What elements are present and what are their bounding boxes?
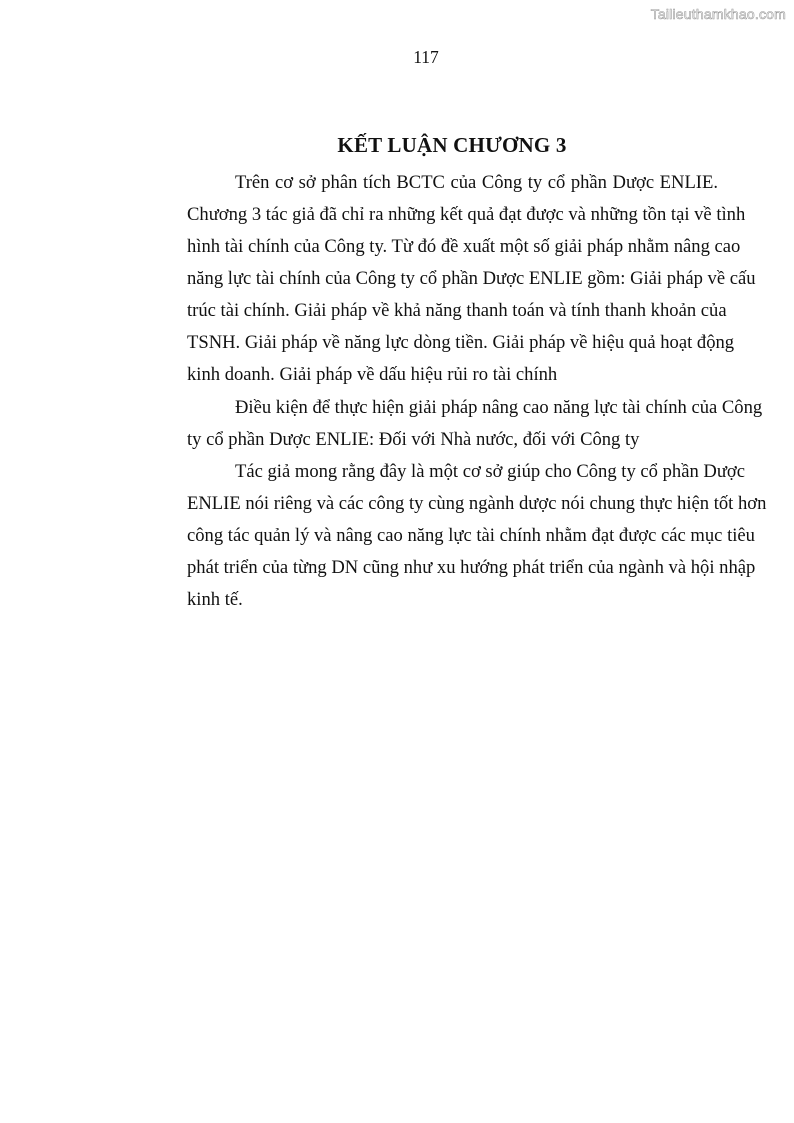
paragraph-line: kinh tế.: [187, 589, 243, 610]
paragraph-line: Chương 3 tác giả đã chỉ ra những kết quả đạt được và những tồn tại về tình: [187, 204, 746, 225]
paragraph-line: năng lực tài chính của Công ty cổ phần Dược ENLIE gồm: Giải pháp về cấu: [187, 268, 756, 289]
paragraph-line: trúc tài chính. Giải pháp về khả năng thanh toán và tính thanh khoản của: [187, 300, 727, 321]
paragraph-line: phát triển của từng DN cũng như xu hướng phát triển của ngành và hội nhập: [187, 557, 756, 578]
paragraph-line: Điều kiện để thực hiện giải pháp nâng cao năng lực tài chính của Công: [235, 397, 763, 418]
paragraph-line: TSNH. Giải pháp về năng lực dòng tiền. Giải pháp về hiệu quả hoạt động: [187, 332, 735, 353]
paragraph-line: ENLIE nói riêng và các công ty cùng ngành dược nói chung thực hiện tốt hơn: [187, 493, 767, 514]
page-title: KẾT LUẬN CHƯƠNG 3: [337, 133, 567, 157]
paragraph-line: Trên cơ sở phân tích BCTC của Công ty cổ phần Dược ENLIE.: [235, 172, 718, 193]
watermark: Tailieuthamkhao.com: [650, 6, 786, 22]
paragraph-line: hình tài chính của Công ty. Từ đó đề xuất một số giải pháp nhằm nâng cao: [187, 236, 741, 257]
paragraph-line: Tác giả mong rằng đây là một cơ sở giúp cho Công ty cổ phần Dược: [235, 461, 745, 482]
paragraph-line: công tác quản lý và nâng cao năng lực tài chính nhằm đạt được các mục tiêu: [187, 525, 755, 546]
page-number: 117: [413, 47, 439, 67]
paragraph-line: kinh doanh. Giải pháp về dấu hiệu rủi ro tài chính: [187, 364, 558, 385]
paragraph-line: ty cổ phần Dược ENLIE: Đối với Nhà nước, đối với Công ty: [187, 429, 640, 450]
